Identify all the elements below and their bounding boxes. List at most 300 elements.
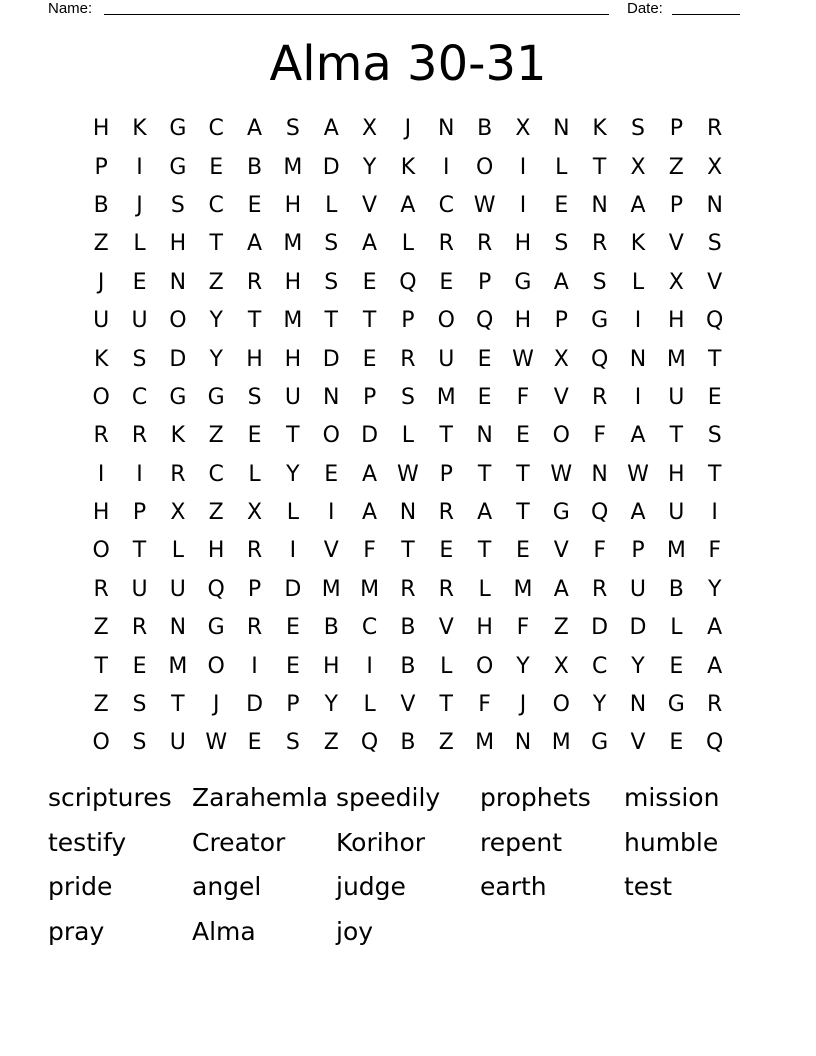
grid-letter: A — [707, 615, 723, 641]
grid-letter: M — [666, 538, 686, 564]
grid-letter: N — [169, 269, 187, 295]
grid-letter: S — [132, 692, 147, 718]
grid-letter: F — [593, 423, 606, 449]
grid-row — [82, 225, 734, 263]
grid-letter: Y — [324, 692, 338, 718]
grid-letter: D — [322, 154, 340, 180]
grid-letter: W — [627, 461, 649, 487]
grid-letter: J — [519, 692, 527, 718]
grid-letter: Q — [706, 730, 724, 756]
grid-letter: I — [634, 384, 642, 410]
grid-letter: Z — [438, 730, 454, 756]
grid-row — [82, 264, 734, 302]
grid-letter: N — [438, 116, 455, 142]
grid-letter: R — [707, 116, 723, 142]
grid-letter: T — [477, 461, 492, 487]
grid-letter: Y — [209, 308, 223, 334]
grid-letter: F — [478, 692, 491, 718]
word-list-item: mission — [624, 783, 720, 812]
grid-letter: G — [169, 384, 187, 410]
grid-letter: Q — [399, 269, 417, 295]
grid-letter: B — [323, 615, 339, 641]
grid-letter: E — [516, 423, 530, 449]
grid-row — [82, 532, 734, 570]
grid-letter: R — [131, 423, 148, 449]
word-list-item: Alma — [192, 917, 256, 947]
grid-letter: V — [400, 692, 416, 718]
grid-letter: L — [401, 231, 415, 257]
grid-letter: P — [439, 461, 453, 487]
grid-letter: Y — [631, 653, 645, 679]
grid-letter: H — [169, 231, 187, 257]
grid-letter: K — [400, 154, 416, 180]
grid-letter: O — [475, 154, 494, 180]
word-list-item: repent — [480, 827, 563, 857]
grid-letter: S — [285, 730, 300, 756]
grid-letter: E — [669, 653, 684, 679]
grid-letter: E — [285, 653, 300, 679]
grid-row — [82, 456, 734, 494]
grid-letter: I — [634, 308, 642, 334]
grid-letter: F — [708, 538, 721, 564]
grid-letter: I — [251, 653, 258, 679]
grid-letter: S — [132, 730, 147, 756]
grid-row — [82, 379, 734, 417]
grid-letter: P — [669, 192, 683, 218]
grid-letter: O — [92, 538, 110, 564]
grid-letter: V — [668, 231, 684, 257]
grid-letter: F — [516, 384, 530, 410]
grid-letter: N — [629, 692, 647, 718]
grid-letter: N — [629, 346, 647, 372]
grid-row — [82, 647, 734, 685]
grid-letter: Y — [286, 461, 300, 487]
grid-letter: E — [669, 730, 684, 756]
word-list-item: speedily — [336, 783, 441, 812]
grid-letter: N — [591, 192, 608, 218]
grid-letter: D — [629, 615, 647, 641]
grid-letter: H — [476, 615, 493, 641]
grid-letter: Q — [207, 576, 225, 602]
grid-letter: L — [133, 231, 146, 257]
grid-letter: B — [247, 154, 263, 180]
grid-letter: U — [169, 576, 186, 602]
grid-letter: A — [247, 231, 263, 257]
grid-letter: T — [669, 423, 684, 449]
grid-letter: T — [439, 692, 453, 718]
grid-letter: Z — [208, 269, 224, 295]
grid-letter: H — [207, 538, 225, 564]
grid-letter: T — [401, 538, 415, 564]
grid-letter: T — [477, 538, 492, 564]
grid-letter: O — [169, 308, 187, 334]
grid-letter: W — [512, 346, 534, 372]
grid-letter: P — [286, 692, 300, 718]
grid-letter: J — [97, 269, 105, 295]
grid-letter: I — [711, 500, 718, 526]
grid-letter: A — [477, 500, 493, 526]
grid-letter: L — [670, 615, 683, 641]
name-blank-line — [104, 14, 609, 15]
grid-letter: S — [631, 116, 645, 142]
grid-row — [82, 494, 734, 532]
grid-letter: M — [283, 231, 303, 257]
grid-letter: C — [131, 384, 148, 410]
grid-letter: O — [92, 730, 110, 756]
grid-letter: L — [248, 461, 261, 487]
grid-letter: L — [478, 576, 491, 602]
grid-letter: U — [131, 308, 148, 334]
page-title: Alma 30-31 — [269, 36, 547, 92]
grid-letter: N — [706, 192, 723, 218]
grid-letter: A — [323, 116, 339, 142]
word-list-item: pray — [48, 917, 105, 947]
grid-letter: Y — [592, 692, 607, 718]
grid-row — [82, 340, 734, 378]
grid-letter: H — [92, 500, 110, 526]
grid-letter: Z — [93, 231, 109, 257]
grid-letter: H — [284, 192, 302, 218]
grid-letter: X — [362, 116, 378, 142]
grid-letter: T — [324, 308, 338, 334]
grid-letter: S — [324, 269, 339, 295]
grid-letter: I — [136, 461, 143, 487]
grid-letter: T — [132, 538, 147, 564]
grid-letter: O — [475, 653, 494, 679]
grid-letter: S — [707, 231, 722, 257]
grid-letter: R — [246, 615, 263, 641]
grid-letter: P — [247, 576, 262, 602]
grid-letter: V — [323, 538, 339, 564]
grid-letter: L — [401, 423, 415, 449]
grid-letter: W — [397, 461, 419, 487]
grid-letter: F — [593, 538, 606, 564]
grid-row — [82, 609, 734, 647]
grid-letter: M — [475, 730, 495, 756]
grid-letter: W — [473, 192, 496, 218]
grid-letter: G — [514, 269, 532, 295]
grid-letter: D — [246, 692, 264, 718]
grid-letter: A — [630, 192, 646, 218]
grid-letter: M — [436, 384, 456, 410]
grid-letter: P — [94, 154, 108, 180]
grid-letter: K — [132, 116, 147, 142]
grid-letter: U — [668, 500, 685, 526]
grid-letter: I — [519, 154, 527, 180]
grid-letter: S — [592, 269, 607, 295]
grid-letter: X — [553, 346, 569, 372]
grid-letter: N — [399, 500, 417, 526]
grid-letter: G — [169, 154, 187, 180]
grid-letter: D — [284, 576, 302, 602]
grid-letter: F — [363, 538, 376, 564]
date-label: Date: — [627, 0, 663, 17]
grid-letter: G — [207, 384, 225, 410]
grid-row — [82, 571, 734, 609]
grid-letter: A — [553, 269, 569, 295]
word-list-item: prophets — [480, 783, 591, 812]
word-list-item: angel — [192, 872, 262, 902]
grid-letter: E — [132, 653, 147, 679]
grid-letter: H — [514, 308, 532, 334]
word-list-item: pride — [48, 872, 113, 902]
grid-row — [82, 302, 734, 340]
grid-letter: A — [362, 500, 378, 526]
grid-letter: D — [169, 346, 187, 372]
grid-letter: O — [92, 384, 110, 410]
grid-letter: T — [209, 231, 223, 257]
grid-letter: R — [591, 384, 608, 410]
grid-letter: S — [707, 423, 722, 449]
grid-letter: G — [591, 308, 609, 334]
grid-letter: I — [327, 500, 335, 526]
grid-letter: R — [591, 231, 608, 257]
grid-letter: V — [707, 269, 723, 295]
grid-letter: X — [553, 653, 569, 679]
name-label: Name: — [48, 0, 93, 17]
grid-letter: C — [208, 461, 224, 487]
grid-letter: N — [591, 461, 608, 487]
grid-letter: R — [438, 500, 454, 526]
grid-letter: P — [401, 308, 415, 334]
grid-letter: Z — [323, 730, 339, 756]
grid-letter: I — [366, 653, 373, 679]
grid-letter: M — [360, 576, 380, 602]
grid-letter: E — [132, 269, 147, 295]
grid-letter: U — [668, 384, 685, 410]
grid-letter: N — [323, 384, 340, 410]
grid-letter: R — [246, 269, 263, 295]
grid-letter: H — [322, 653, 340, 679]
grid-letter: Z — [208, 423, 224, 449]
grid-letter: R — [591, 576, 608, 602]
grid-letter: I — [443, 154, 450, 180]
grid-letter: P — [362, 384, 377, 410]
grid-letter: T — [439, 423, 453, 449]
word-list-item: test — [624, 872, 673, 902]
grid-letter: E — [247, 730, 262, 756]
grid-row — [82, 187, 734, 225]
grid-letter: A — [362, 231, 378, 257]
grid-letter: S — [400, 384, 415, 410]
grid-letter: Z — [93, 615, 109, 641]
grid-letter: T — [247, 308, 262, 334]
grid-letter: T — [171, 692, 185, 718]
grid-letter: F — [516, 615, 530, 641]
grid-letter: E — [324, 461, 339, 487]
grid-letter: A — [553, 576, 569, 602]
header — [0, 0, 816, 22]
grid-row — [82, 110, 734, 148]
grid-row — [82, 686, 734, 724]
grid-letter: X — [170, 500, 186, 526]
grid-letter: E — [362, 346, 377, 372]
grid-letter: A — [247, 116, 263, 142]
grid-row — [82, 724, 734, 762]
grid-letter: M — [283, 308, 303, 334]
grid-letter: L — [440, 653, 453, 679]
grid-letter: D — [361, 423, 379, 449]
grid-letter: U — [438, 346, 455, 372]
grid-letter: L — [555, 154, 568, 180]
grid-letter: G — [552, 500, 570, 526]
grid-letter: S — [247, 384, 262, 410]
grid-letter: B — [93, 192, 109, 218]
grid-letter: V — [362, 192, 378, 218]
grid-letter: T — [516, 461, 530, 487]
grid-letter: H — [92, 116, 110, 142]
grid-letter: C — [361, 615, 378, 641]
grid-letter: C — [438, 192, 454, 218]
grid-letter: W — [550, 461, 573, 487]
grid-letter: J — [136, 192, 143, 218]
grid-letter: U — [169, 730, 186, 756]
grid-letter: Z — [93, 692, 109, 718]
grid-letter: I — [136, 154, 143, 180]
grid-letter: N — [553, 116, 570, 142]
grid-letter: T — [94, 653, 108, 679]
grid-letter: S — [170, 192, 185, 218]
grid-letter: O — [207, 653, 225, 679]
grid-letter: M — [551, 730, 571, 756]
grid-letter: G — [207, 615, 225, 641]
grid-letter: B — [400, 653, 416, 679]
grid-letter: D — [322, 346, 340, 372]
word-list-item: joy — [336, 917, 374, 947]
grid-letter: C — [208, 116, 224, 142]
grid-letter: H — [284, 269, 302, 295]
grid-letter: H — [668, 461, 685, 487]
grid-letter: R — [707, 692, 723, 718]
grid-letter: R — [93, 576, 109, 602]
grid-letter: Q — [590, 346, 609, 372]
grid-letter: O — [552, 423, 570, 449]
grid-letter: J — [404, 116, 412, 142]
word-list-item: testify — [48, 827, 127, 857]
grid-letter: L — [286, 500, 300, 526]
grid-row — [82, 148, 734, 186]
grid-letter: M — [513, 576, 533, 602]
grid-letter: K — [170, 423, 186, 449]
word-list-item: earth — [480, 872, 547, 902]
word-list-item: judge — [336, 872, 406, 902]
grid-letter: E — [247, 423, 262, 449]
grid-letter: X — [247, 500, 263, 526]
grid-letter: H — [514, 231, 532, 257]
grid-letter: A — [707, 653, 723, 679]
word-list-item: humble — [624, 827, 719, 857]
grid-letter: E — [247, 192, 262, 218]
grid-letter: L — [171, 538, 184, 564]
grid-letter: E — [477, 346, 492, 372]
grid-letter: E — [516, 538, 530, 564]
grid-letter: N — [514, 730, 532, 756]
grid-letter: J — [212, 692, 220, 718]
letter-grid — [82, 110, 734, 763]
grid-letter: L — [363, 692, 376, 718]
word-list-item: Korihor — [336, 827, 426, 857]
grid-letter: M — [321, 576, 341, 602]
grid-letter: T — [286, 423, 300, 449]
grid-letter: H — [668, 308, 685, 334]
word-list-item: Zarahemla — [192, 783, 328, 812]
grid-letter: S — [285, 116, 300, 142]
grid-letter: H — [246, 346, 263, 372]
grid-letter: P — [554, 308, 568, 334]
grid-letter: R — [438, 231, 454, 257]
grid-letter: I — [519, 192, 527, 218]
grid-letter: P — [477, 269, 492, 295]
grid-letter: R — [93, 423, 109, 449]
word-list — [48, 776, 778, 955]
grid-letter: R — [170, 461, 186, 487]
grid-letter: T — [707, 346, 722, 372]
grid-letter: R — [246, 538, 263, 564]
grid-letter: O — [322, 423, 340, 449]
grid-letter: I — [289, 538, 297, 564]
grid-letter: O — [552, 692, 570, 718]
grid-letter: P — [132, 500, 147, 526]
grid-letter: X — [515, 116, 531, 142]
grid-letter: G — [591, 730, 609, 756]
grid-letter: K — [630, 231, 646, 257]
grid-letter: C — [208, 192, 224, 218]
grid-letter: B — [400, 615, 416, 641]
grid-letter: S — [324, 231, 339, 257]
grid-letter: Y — [209, 346, 223, 372]
grid-letter: E — [707, 384, 722, 410]
grid-letter: M — [168, 653, 188, 679]
word-list-item: Creator — [192, 827, 286, 857]
word-list-item: scriptures — [48, 783, 172, 812]
grid-letter: B — [400, 730, 416, 756]
grid-letter: A — [630, 423, 646, 449]
grid-letter: Z — [668, 154, 684, 180]
grid-letter: T — [592, 154, 607, 180]
grid-letter: Q — [475, 308, 494, 334]
grid-letter: C — [591, 653, 608, 679]
grid-letter: L — [631, 269, 645, 295]
grid-letter: V — [438, 615, 454, 641]
grid-letter: Y — [516, 653, 530, 679]
grid-letter: X — [668, 269, 684, 295]
grid-letter: U — [131, 576, 148, 602]
grid-letter: A — [362, 461, 378, 487]
grid-letter: K — [592, 116, 607, 142]
grid-letter: U — [284, 384, 301, 410]
grid-letter: I — [97, 461, 105, 487]
grid-letter: Z — [553, 615, 569, 641]
grid-letter: T — [362, 308, 377, 334]
grid-letter: B — [477, 116, 493, 142]
grid-letter: N — [169, 615, 187, 641]
date-blank-line — [672, 14, 740, 15]
grid-row — [82, 417, 734, 455]
grid-letter: O — [437, 308, 455, 334]
grid-letter: E — [439, 269, 454, 295]
grid-letter: U — [93, 308, 110, 334]
grid-letter: X — [630, 154, 646, 180]
grid-letter: G — [169, 116, 187, 142]
grid-letter: E — [362, 269, 377, 295]
grid-letter: E — [439, 538, 454, 564]
grid-letter: Y — [362, 154, 377, 180]
grid-letter: R — [400, 576, 416, 602]
grid-letter: Q — [590, 500, 609, 526]
grid-letter: R — [476, 231, 493, 257]
grid-letter: P — [631, 538, 645, 564]
grid-letter: E — [554, 192, 569, 218]
